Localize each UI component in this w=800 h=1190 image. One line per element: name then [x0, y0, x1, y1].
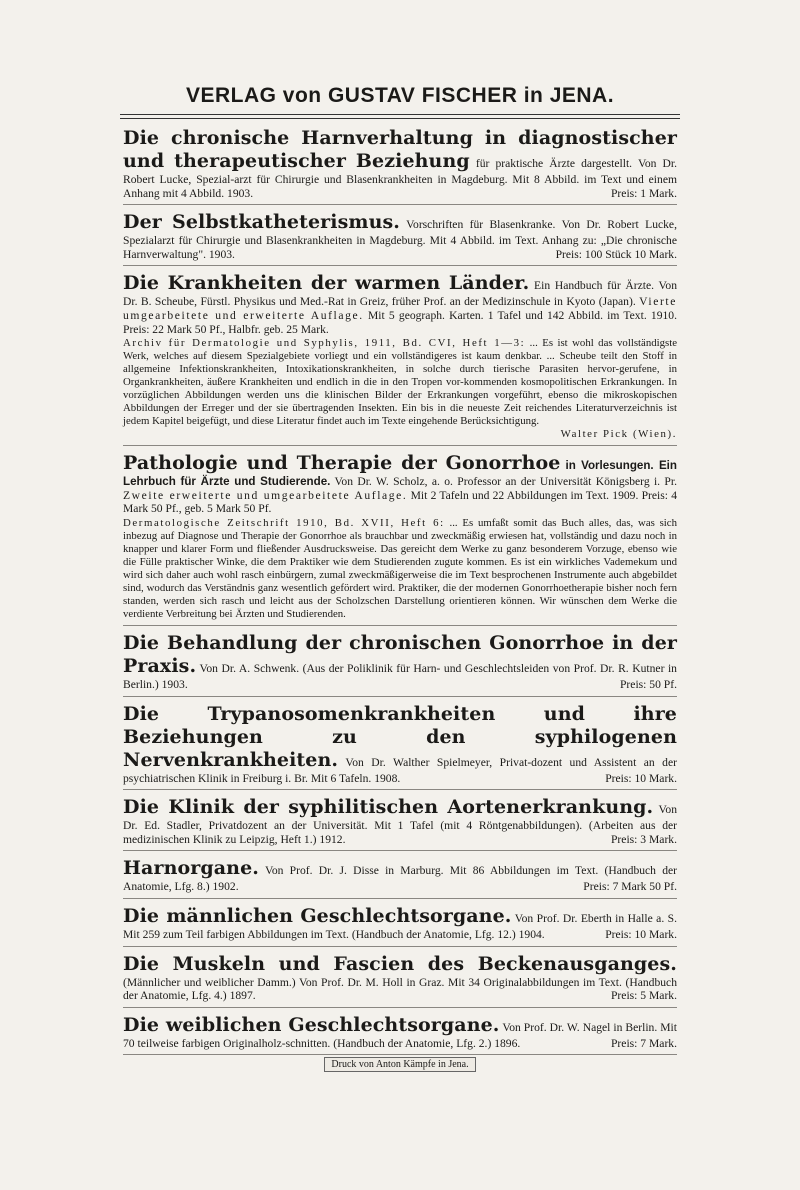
review-source: Dermatologische Zeitschrift 1910, Bd. XVII, Heft 6:	[123, 516, 445, 529]
catalog-entry	[123, 452, 677, 626]
catalog-entry	[123, 272, 677, 446]
entry-price: Preis: 5 Mark.	[610, 989, 677, 1003]
catalog-entry	[123, 632, 677, 697]
entry-price: Preis: 1 Mark.	[610, 186, 677, 200]
entry-title: Der Selbstkatheterismus.	[123, 211, 400, 234]
printer-imprint	[123, 1059, 677, 1070]
entry-text: Von Prof. Dr. W. Nagel in Berlin. Mit 70 teilweise farbigen Originalholz-schnitten. (Handbuch der Anatomie, Lfg. 2.) 1896.	[123, 1020, 677, 1050]
entry-text-continued: Mit 2 Tafeln und 22 Abbildungen im Text. 1909. Preis: 4 Mark 50 Pf., geb. 5 Mark 50 Pf.	[123, 488, 677, 516]
entry-text: für praktische Ärzte dargestellt. Von Dr. Robert Lucke, Spezial-arzt für Chirurgie und Blasenkrankheiten in Magdeburg. Mit 8 Abbild. im Text und einem Anhang mit 4 Abbild. 1903.	[123, 157, 678, 200]
entry-edition: Vierte umgearbeitete und erweiterte Auflage.	[123, 295, 677, 322]
entry-title: Die weiblichen Geschlechtsorgane.	[123, 1013, 500, 1036]
catalog-entry	[123, 953, 677, 1008]
catalog-entry	[123, 905, 677, 947]
entry-title: Die männlichen Geschlechtsorgane.	[123, 904, 512, 927]
entry-text: (Männlicher und weiblicher Damm.) Von Prof. Dr. M. Holl in Graz. Mit 34 Originalabbildungen im Text. (Handbuch der Anatomie, Lfg. 4.) 1897.	[123, 975, 677, 1003]
entry-subtitle: in Vorlesungen. Ein Lehrbuch für Ärzte und Studierende.	[123, 459, 677, 489]
publisher-heading: VERLAG von GUSTAV FISCHER in JENA.	[185, 84, 615, 107]
entry-title: Die Behandlung der chronischen Gonorrhoe in der Praxis.	[123, 631, 677, 677]
review-block	[123, 337, 677, 441]
catalog-entry	[123, 857, 677, 899]
entry-text: Von Dr. A. Schwenk. (Aus der Poliklinik für Harn- und Geschlechtsleiden von Prof. Dr. R. Kutner in Berlin.) 1903.	[123, 661, 677, 691]
entry-title: Die chronische Harnverhaltung in diagnostischer und therapeutischer Beziehung	[123, 127, 677, 172]
catalog-entry	[123, 796, 677, 851]
entry-text: Vorschriften für Blasenkranke. Von Dr. Robert Lucke, Spezialarzt für Chirurgie und Blasenkrankheiten in Magdeburg. Mit 4 Abbild. im Text. Anhang zu: „Die chronische Harnverwaltung". 1903.	[123, 218, 677, 261]
entry-price: Preis: 7 Mark 50 Pf.	[583, 880, 677, 894]
entry-title: Die Klinik der syphilitischen Aortenerkrankung.	[123, 796, 654, 819]
entry-title: Die Muskeln und Fascien des Beckenausganges.	[123, 952, 677, 975]
entry-title: Harnorgane.	[123, 857, 259, 880]
catalog-entries	[123, 127, 677, 1070]
entry-price: Preis: 10 Mark.	[605, 771, 677, 785]
double-rule-divider	[120, 114, 680, 119]
catalog-entry	[123, 211, 677, 266]
entry-text: Ein Handbuch für Ärzte. Von Dr. B. Scheube, Fürstl. Physikus und Med.-Rat in Greiz, früher Prof. an der Medizinschule in Kyoto (Japan).	[123, 279, 678, 309]
entry-title: Die Trypanosomenkrankheiten und ihre Beziehungen zu den syphilogenen Nervenkrankheiten.	[123, 702, 677, 771]
review-signature: Walter Pick (Wien).	[560, 428, 677, 441]
entry-edition: Zweite erweiterte und umgearbeitete Auflage.	[123, 488, 408, 502]
catalog-entry	[123, 1014, 677, 1056]
catalog-entry	[123, 127, 677, 205]
entry-text: Von Dr. W. Scholz, a. o. Professor an der Universität Königsberg i. Pr.	[334, 475, 677, 489]
review-text: ... Es ist wohl das vollständigste Werk, welches auf diesem Spezialgebiete vorliegt und ein vollständigeres ist kaum denkbar. ... Scheube teilt den Stoff in allgemeine Infektionskrankheiten, Intoxikationskrankheiten, in solche durch tierische Parasiten hervor-gerufene, in Organkrankheiten, äußere Krankheiten und endlich in die in den Tropen vor-kommenden kosmopolitischen Erkrankungen. In vorzüglichen Abbildungen werden uns die klinischen Bilder der Erkrankungen vorgeführt, ebenso die mikroskopischen Abbildungen der Erreger und der sie übertragenden Insekten. Ein bis in die neueste Zeit reichendes Literaturverzeichnis ist jedem Kapitel beigefügt, und diese Literatur findet auch im Texte eingehende Berücksichtigung.	[123, 337, 678, 428]
entry-price: Preis: 100 Stück 10 Mark.	[555, 247, 677, 261]
entry-price: Preis: 50 Pf.	[619, 677, 677, 691]
entry-text: Von Prof. Dr. J. Disse in Marburg. Mit 86 Abbildungen im Text. (Handbuch der Anatomie, Lfg. 8.) 1902.	[123, 864, 677, 894]
entry-title: Die Krankheiten der warmen Länder.	[123, 272, 530, 295]
entry-text: Von Prof. Dr. Eberth in Halle a. S. Mit 259 zum Teil farbigen Abbildungen im Text. (Handbuch der Anatomie, Lfg. 12.) 1904.	[123, 911, 677, 941]
entry-text: Von Dr. Walther Spielmeyer, Privat-dozent und Assistent an der psychiatrischen Klinik in Freiburg i. Br. Mit 6 Tafeln. 1908.	[123, 755, 677, 785]
review-source: Archiv für Dermatologie und Syphylis, 1911, Bd. CVI, Heft 1—3:	[123, 337, 526, 350]
entry-price: Preis: 10 Mark.	[605, 927, 677, 941]
entry-price: Preis: 3 Mark.	[610, 832, 677, 846]
entry-text: Von Dr. Ed. Stadler, Privatdozent an der Universität. Mit 1 Tafel (mit 4 Röntgenabbildungen). (Arbeiten aus der medizinischen Klinik zu Leipzig, Heft 1.) 1912.	[123, 803, 677, 846]
printer-text: Druck von Anton Kämpfe in Jena.	[324, 1057, 475, 1072]
entry-price: Preis: 7 Mark.	[610, 1036, 677, 1050]
entry-text-continued: Mit 5 geograph. Karten. 1 Tafel und 142 Abbild. im Text. 1910. Preis: 22 Mark 50 Pf., Halbfr. geb. 25 Mark.	[123, 308, 678, 336]
catalog-entry	[123, 703, 677, 791]
review-block	[123, 517, 677, 621]
entry-title: Pathologie und Therapie der Gonorrhoe	[123, 452, 561, 475]
review-text: ... Es umfaßt somit das Buch alles, das, was sich inbezug auf Diagnose und Therapie der Gonorrhoe als brauchbar und zweckmäßig erwiesen hat, vollständig und dazu noch in knapper und klarer Form und fließender Ausdrucksweise. Das gereicht dem Werke zu ganz besonderem Vorzuge, ebenso wie die Fülle praktischer Winke, die dem Praktiker wie dem Studierenden zugute kommen. Es ist ein wirkliches Vademekum und wird sich daher auch wohl rasch einbürgern, zumal zweckmäßigerweise die im Text besprochenen Instrumente auch abgebildet sind, wodurch das Verständnis ganz wesentlich gefördert wird. Praktiker, die der modernen Gonorrhoetherapie bisher noch fern standen, werden sich rasch und leicht aus der Scholzschen Darstellung orientieren können. Wir wünschen dem Werke die verdiente Verbreitung bei Ärzten und Studierenden.	[123, 516, 677, 620]
